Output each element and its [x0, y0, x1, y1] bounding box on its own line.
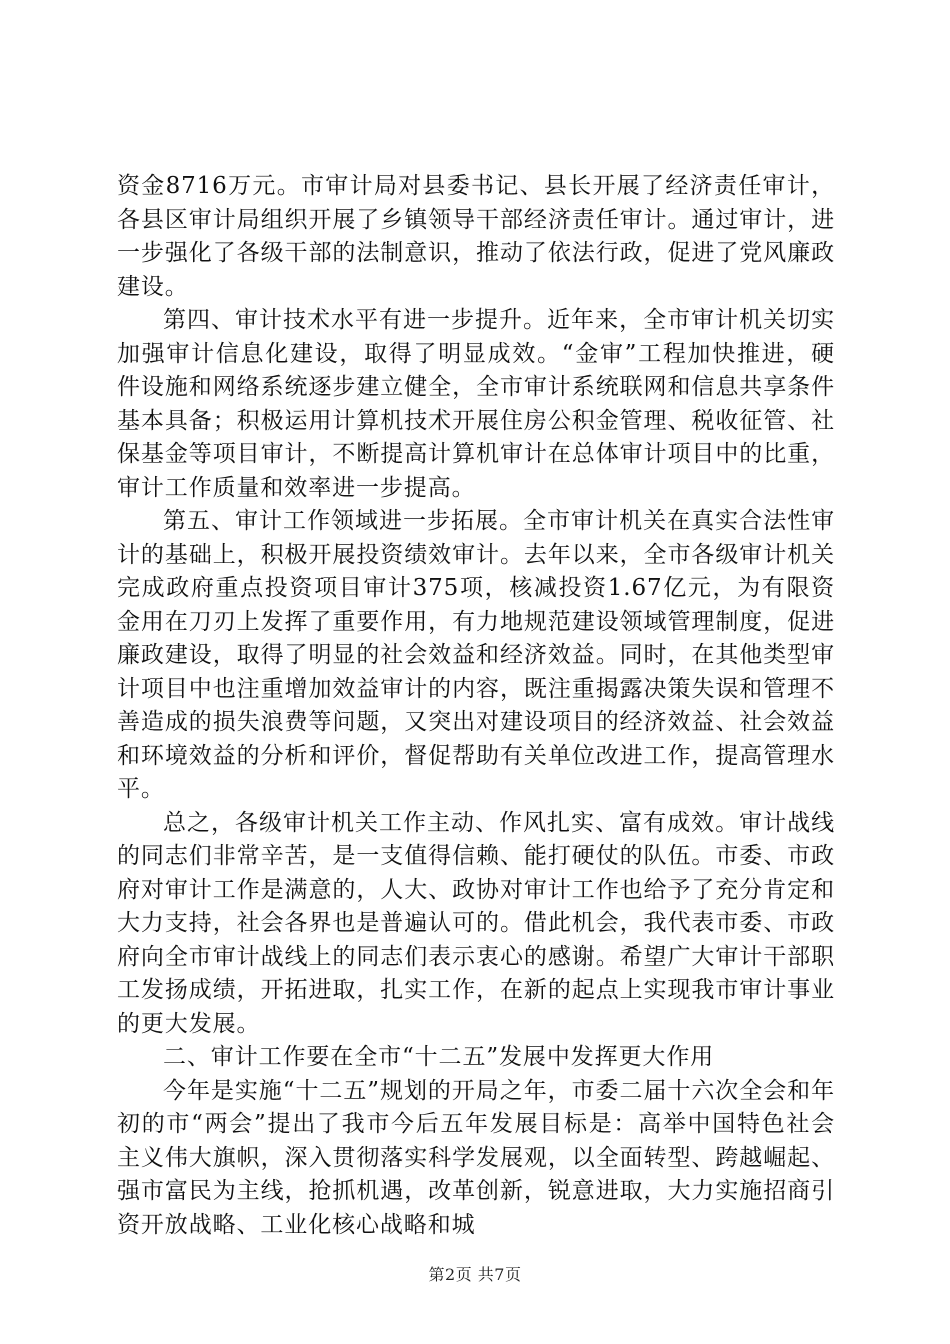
- paragraph-3: 第五、审计工作领域进一步拓展。全市审计机关在真实合法性审计的基础上，积极开展投资绩效审计。去年以来，全市各级审计机关完成政府重点投资项目审计375项，核减投资1.67亿元，为有限资金用在刀刃上发挥了重要作用，有力地规范建设领域管理制度，促进廉政建设，取得了明显的社会效益和经济效益。同时，在其他类型审计项目中也注重增加效益审计的内容，既注重揭露决策失误和管理不善造成的损失浪费等问题，又突出对建设项目的经济效益、社会效益和环境效益的分析和评价，督促帮助有关单位改进工作，提高管理水平。: [117, 508, 835, 802]
- paragraph-1: 资金8716万元。市审计局对县委书记、县长开展了经济责任审计，各县区审计局组织开展了乡镇领导干部经济责任审计。通过审计，进一步强化了各级干部的法制意识，推动了依法行政，促进了党风廉政建设。: [117, 173, 835, 300]
- paragraph-2: 第四、审计技术水平有进一步提升。近年来，全市审计机关切实加强审计信息化建设，取得了明显成效。“金审”工程加快推进，硬件设施和网络系统逐步建立健全，全市审计系统联网和信息共享条件基本具备；积极运用计算机技术开展住房公积金管理、税收征管、社保基金等项目审计，不断提高计算机审计在总体审计项目中的比重，审计工作质量和效率进一步提高。: [117, 307, 835, 501]
- page-number-footer: 第2页 共7页: [428, 1265, 522, 1284]
- document-body: [117, 170, 835, 1242]
- section-heading: 二、审计工作要在全市“十二五”发展中发挥更大作用: [163, 1044, 715, 1070]
- paragraph-4: 总之，各级审计机关工作主动、作风扎实、富有成效。审计战线的同志们非常辛苦，是一支值得信赖、能打硬仗的队伍。市委、市政府对审计工作是满意的，人大、政协对审计工作也给予了充分肯定和大力支持，社会各界也是普遍认可的。借此机会，我代表市委、市政府向全市审计战线上的同志们表示衷心的感谢。希望广大审计干部职工发扬成绩，开拓进取，扎实工作，在新的起点上实现我市审计事业的更大发展。: [117, 809, 835, 1037]
- paragraph-5: 今年是实施“十二五”规划的开局之年，市委二届十六次全会和年初的市“两会”提出了我市今后五年发展目标是：高举中国特色社会主义伟大旗帜，深入贯彻落实科学发展观，以全面转型、跨越崛起、强市富民为主线，抢抓机遇，改革创新，锐意进取，大力实施招商引资开放战略、工业化核心战略和城: [117, 1077, 835, 1238]
